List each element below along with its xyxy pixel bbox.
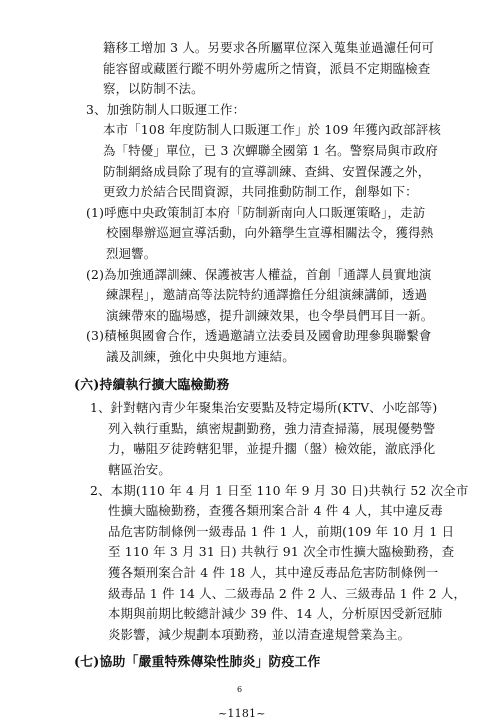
body-text-line: 演練帶來的臨場感，提升訓練效果，也令學員們耳目一新。 <box>106 307 434 323</box>
body-text-line: 校園舉辦巡迴宣導活動，向外籍學生宣導相關法令，獲得熱 <box>106 225 434 241</box>
section-item-heading: 3、加強防制人口販運工作： <box>86 101 246 117</box>
list-item-line: 2、本期(110 年 4 月 1 日至 110 年 9 月 30 日)共執行 52 次全市 <box>90 482 469 498</box>
body-text-line: 練課程」，邀請高等法院特約通譯擔任分組演練講師，透過 <box>106 287 428 303</box>
body-text-line: 防制網絡成員除了現有的宣導訓練、查緝、安置保護之外， <box>103 163 431 179</box>
body-text-line: 列入執行重點，縝密規劃勤務，強力清查掃蕩，展現優勢警 <box>108 420 436 436</box>
body-text-line: 本期與前期比較總計減少 39 件、14 人，分析原因受新冠肺 <box>108 606 443 622</box>
page-number: 6 <box>237 685 243 694</box>
body-text-line: 力，嚇阻歹徒跨轄犯罪，並提升擱（盤）檢效能，澈底淨化 <box>108 441 436 457</box>
body-text-line: 獲各類刑案合計 4 件 18 人，其中違反毒品危害防制條例一 <box>108 565 439 580</box>
body-text-line: 性擴大臨檢勤務，查獲各類刑案合計 4 件 4 人，其中違反毒 <box>108 503 443 519</box>
body-text-line: 籍移工增加 3 人。另要求各所屬單位深入蒐集並過濾任何可 <box>103 40 435 55</box>
body-text-line: 更致力於結合民間資源，共同推動防制工作，創舉如下： <box>103 184 418 200</box>
list-item-line: (3)積極與國會合作，透過邀請立法委員及國會助理參與聯繫會 <box>86 328 432 344</box>
body-text-line: 品危害防制條例一級毒品 1 件 1 人，前期(109 年 10 月 1 日 <box>108 523 455 539</box>
body-text-line: 烈迴響。 <box>106 246 157 261</box>
section-heading: (七)協助「嚴重特殊傳染性肺炎」防疫工作 <box>74 655 321 671</box>
list-item-line: (2)為加強通譯訓練、保護被害人權益，首創「通譯人員實地演 <box>86 266 432 282</box>
body-text-line: 察，以防制不法。 <box>103 81 204 97</box>
body-text-line: 能容留或藏匿行蹤不明外勞處所之情資，派員不定期臨檢查 <box>103 60 431 76</box>
body-text-line: 轄區治安。 <box>108 462 171 477</box>
section-heading: (六)持續執行擴大臨檢勤務 <box>74 377 230 393</box>
body-text-line: 炎影響，減少規劃本項勤務，並以清查違規營業為主。 <box>108 626 411 642</box>
folio-number: ~1181~ <box>218 707 266 720</box>
list-item-line: 1、針對轄內青少年聚集治安要點及特定場所(KTV、小吃部等) <box>90 400 438 416</box>
body-text-line: 至 110 年 3 月 31 日) 共執行 91 次全市性擴大臨檢勤務，查 <box>108 544 455 560</box>
body-text-line: 級毒品 1 件 14 人、二級毒品 2 件 2 人、三級毒品 1 件 2 人， <box>108 585 467 601</box>
list-item-line: (1)呼應中央政策制訂本府「防制新南向人口販運策略」，走訪 <box>86 204 426 220</box>
body-text-line: 議及訓練，強化中央與地方連結。 <box>106 349 295 364</box>
body-text-line: 為「特優」單位，已 3 次蟬聯全國第 1 名。警察局與市政府 <box>103 143 438 158</box>
body-text-line: 本市「108 年度防制人口販運工作」於 109 年獲內政部評核 <box>103 122 441 138</box>
